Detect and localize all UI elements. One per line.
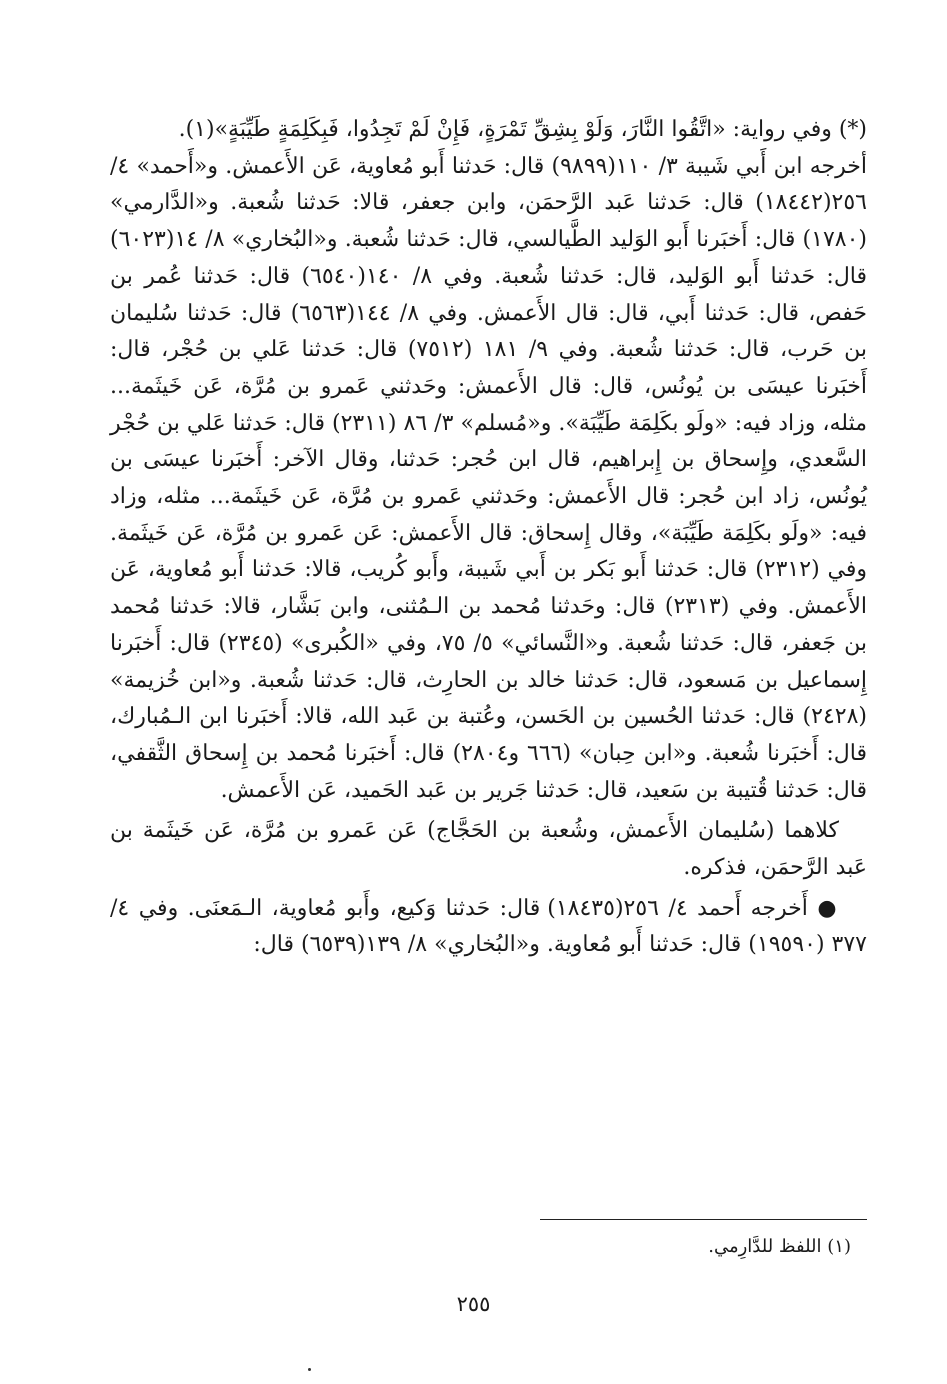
summary-paragraph: كلاهما (سُليمان الأَعمش، وشُعبة بن الحَجَّاج) عَن عَمرو بن مُرَّة، عَن خَيثَمة بن عَبد الرَّحمَن، فذكره. — [110, 818, 867, 881]
footnote: (١) اللفظ للدَّارِمي. — [708, 1236, 851, 1257]
second-takhrij-paragraph: ● أَخرجه أَحمد ٤/ ٢٥٦(١٨٤٣٥) قال: حَدثنا وَكيع، وأَبو مُعاوية، الـمَعنَى. وفي ٤/ ٣٧٧ (١٩٥٩٠) قال: حَدثنا أَبو مُعاوية. و«البُخاري» ٨/ ١٣٩(٦٥٣٩) قال: — [110, 895, 867, 958]
scan-speck — [308, 1368, 311, 1371]
takhrij-paragraph: أخرجه ابن أَبي شَيبة ٣/ ١١٠(٩٨٩٩) قال: حَدثنا أَبو مُعاوية، عَن الأَعمش. و«أَحمد» ٤/ ٢٥٦(١٨٤٤٢) قال: حَدثنا عَبد الرَّحمَن، وابن جعفر، قالا: حَدثنا شُعبة. و«الدَّارمي» (١٧٨٠) قال: أَخبَرنا أَبو الوَليد الطَّيالسي، قال: حَدثنا شُعبة. و«البُخاري» ٨/ ١٤(٦٠٢٣) قال: حَدثنا أَبو الوَليد، قال: حَدثنا شُعبة. وفي ٨/ ١٤٠(٦٥٤٠) قال: حَدثنا عُمر بن حَفص، قال: حَدثنا أَبي، قال: قال الأَعمش. وفي ٨/ ١٤٤(٦٥٦٣) قال: حَدثنا سُليمان بن حَرب، قال: حَدثنا شُعبة. وفي ٩/ ١٨١ (٧٥١٢) قال: حَدثنا عَلي بن حُجْر، قال: أَخبَرنا عيسَى بن يُونُس، قال: قال الأَعمش: وحَدثني عَمرو بن مُرَّة، عَن خَيثَمة... مثله، وزاد فيه: «ولَو بكَلِمَة طَيِّبَة». و«مُسلم» ٣/ ٨٦ (٢٣١١) قال: حَدثنا عَلي بن حُجْر السَّعدي، وإِسحاق بن إِبراهيم، قال ابن حُجر: حَدثنا، وقال الآخر: أَخبَرنا عيسَى بن يُونُس، زاد ابن حُجر: قال الأَعمش: وحَدثني عَمرو بن مُرَّة، عَن خَيثَمة... مثله، وزاد فيه: «ولَو بكَلِمَة طَيِّبَة»، وقال إِسحاق: قال الأَعمش: عَن عَمرو بن مُرَّة، عَن خَيثَمة. وفي (٢٣١٢) قال: حَدثنا أَبو بَكر بن أَبي شَيبة، وأَبو كُريب، قالا: حَدثنا أَبو مُعاوية، عَن الأَعمش. وفي (٢٣١٣) قال: وحَدثنا مُحمد بن الـمُثنى، وابن بَشَّار، قالا: حَدثنا مُحمد بن جَعفر، قال: حَدثنا شُعبة. و«النَّسائي» ٥/ ٧٥، وفي «الكُبرى» (٢٣٤٥) قال: أَخبَرنا إِسماعيل بن مَسعود، قال: حَدثنا خالد بن الحارِث، قال: حَدثنا شُعبة. و«ابن خُزيمة» (٢٤٢٨) قال: حَدثنا الحُسين بن الحَسن، وعُتبة بن عَبد الله، قالا: أَخبَرنا ابن الـمُبارك، قال: أَخبَرنا شُعبة. و«ابن حِبان» (٦٦٦ و٢٨٠٤) قال: أَخبَرنا مُحمد بن إِسحاق الثَّقفي، قال: حَدثنا قُتيبة بن سَعيد، قال: حَدثنا جَرير بن عَبد الحَميد، عَن الأَعمش. — [110, 153, 868, 803]
page-number: ٢٥٥ — [456, 1292, 491, 1316]
footnote-divider — [540, 1219, 867, 1220]
narration-variant: (*) وفي رواية: «اتَّقُوا النَّارَ، وَلَوْ بِشِقِّ تَمْرَةٍ، فَإِنْ لَمْ تَجِدُوا، فَبِكَلِمَةٍ طَيِّبَةٍ»(١). — [178, 117, 867, 142]
page-body — [110, 112, 867, 964]
